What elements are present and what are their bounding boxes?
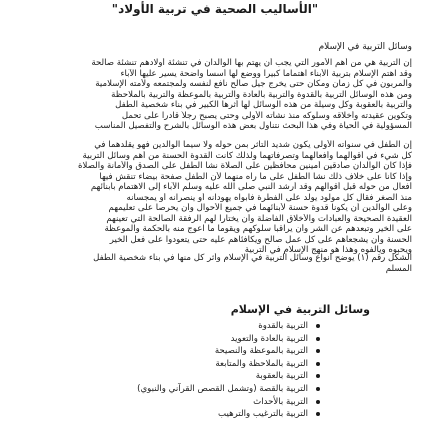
list-item: [60, 320, 320, 333]
text-line: وقد اهتم الإسلام بتربية الأبناء اهتماماً كبيراً ووضع لها أسساً واضحة يسير عليها الآباء: [120, 68, 412, 79]
text-line: كل شيء في أقوالهما وأفعالهما وتصرفاتهما ولذلك كانت القدوة الحسنة من أهم وسائل التربية: [82, 150, 412, 161]
text-line: المسؤولية في الحياة وفي هذا البحث نتناول بعض هذه الوسائل بالشرح والتفصيل المناسب: [94, 121, 412, 131]
list-item: [60, 345, 320, 358]
text-line: الحسنة وأن يشجعاهم على كل عمل صالح ويكافئاهم عليه حتى يتعودوا على فعل الخير: [109, 234, 412, 245]
list-item-text: التربية بالترغيب والترهيب: [218, 409, 308, 420]
figure-note: [18, 253, 412, 274]
bullet-icon: [316, 349, 320, 353]
bullet-icon: [316, 374, 320, 378]
list-item: [60, 333, 320, 346]
list-item: [60, 396, 320, 409]
bullet-icon: [316, 387, 320, 391]
list-item: [60, 370, 320, 383]
text-line: المسلم: [385, 263, 412, 274]
bullet-icon: [316, 412, 320, 416]
text-line: ومن هذه الوسائل التربية بالقدوة والتربية بالعادة والتربية بالموعظة والتربية بالملاحظة: [111, 89, 412, 100]
text-line: وعلى الوالدين أن يكونا قدوة حسنة لأبنائهما في جميع الأحوال وأن يحرصا على تعليمهم: [108, 203, 412, 213]
text-line: ويحبوه ويألفوه وهذا هو منهج الإسلام في التربية: [244, 245, 412, 255]
text-line: والمربون في كل زمان ومكان حتى يخرج جيل صالح نافع لنفسه ولمجتمعه ولأمته الإسلامية: [95, 79, 412, 89]
bullet-icon: [316, 337, 320, 341]
text-line: العقيدة الصحيحة والعبادات والأخلاق الفاضلة وأن يختارا لهم الرفقة الصالحة التي تعينهم: [106, 213, 412, 224]
list-item-text: التربية بالأحداث: [253, 396, 308, 407]
list-item: [60, 358, 320, 371]
text-line: فإذا كان الوالدان صادقين أمينين محافظين على الصلاة نشأ الطفل على الصدق والأمانة والصلاة: [78, 161, 412, 171]
text-line: وإذا كانا على خلاف ذلك نشأ الطفل على ما رآه منهما لأن الطفل صفحة بيضاء تنقش فيها: [99, 171, 412, 182]
page-title: "الأساليب الصحية في تربية الأولاد": [111, 2, 319, 16]
section-subtitle: وسائل التربية في الإسلام: [318, 42, 412, 52]
bullet-icon: [316, 362, 320, 366]
bullet-icon: [316, 324, 320, 328]
list-item-text: التربية بالعادة والتعويد: [230, 333, 308, 344]
list-item: [60, 383, 320, 396]
text-line: الشكل رقم (١) يوضح أنواع وسائل التربية في الإسلام وأثر كل منها في بناء شخصية الطفل: [93, 253, 412, 263]
text-line: إن التربية هي من أهم الأمور التي يجب أن يهتم بها الوالدان في تنشئة أولادهم تنشئة صالحة: [91, 58, 412, 68]
section-heading: وسائل التربية في الإسلام: [230, 303, 370, 316]
list-item-text: التربية بالقدوة: [258, 321, 308, 331]
text-line: منذ الصغر فقال كل مولود يولد على الفطرة فأبواه يهودانه أو ينصرانه أو يمجسانه: [126, 192, 412, 203]
bullet-list: [60, 320, 320, 421]
list-item: [60, 408, 320, 421]
list-item-text: التربية بالعقوبة: [255, 371, 308, 382]
paragraph-1: [18, 58, 412, 132]
text-line: إن الطفل في سنواته الأولى يكون شديد التأثر بمن حوله ولا سيما الوالدين فهو يقلدهما في: [94, 140, 412, 150]
bullet-icon: [316, 400, 320, 404]
text-line: والتربية بالعقوبة وكل وسيلة من هذه الوسائل لها أثرها الكبير في بناء شخصية الطفل: [115, 100, 412, 110]
text-line: وتكوين عقيدته وأخلاقه وسلوكه منذ نشأته الأولى وحتى يصبح رجلاً قادراً على تحمل: [121, 110, 412, 121]
list-item-text: التربية بالقصة (وتشمل القصص القرآني والنبوي): [137, 383, 308, 394]
list-item-text: التربية بالموعظة والنصيحة: [214, 346, 308, 357]
list-item-text: التربية بالملاحظة والمتابعة: [215, 358, 308, 369]
text-line: أفعال من حوله قبل أقوالهم وقد أرشد النبي صلى الله عليه وسلم الآباء إلى الاهتمام بأبنائهم: [90, 182, 412, 192]
paragraph-2: [18, 140, 412, 256]
text-line: على الخير وتبعدهم عن الشر وأن يراقبا سلوكهم ويقوما ما اعوج منه بالحكمة والموعظة: [104, 224, 412, 234]
